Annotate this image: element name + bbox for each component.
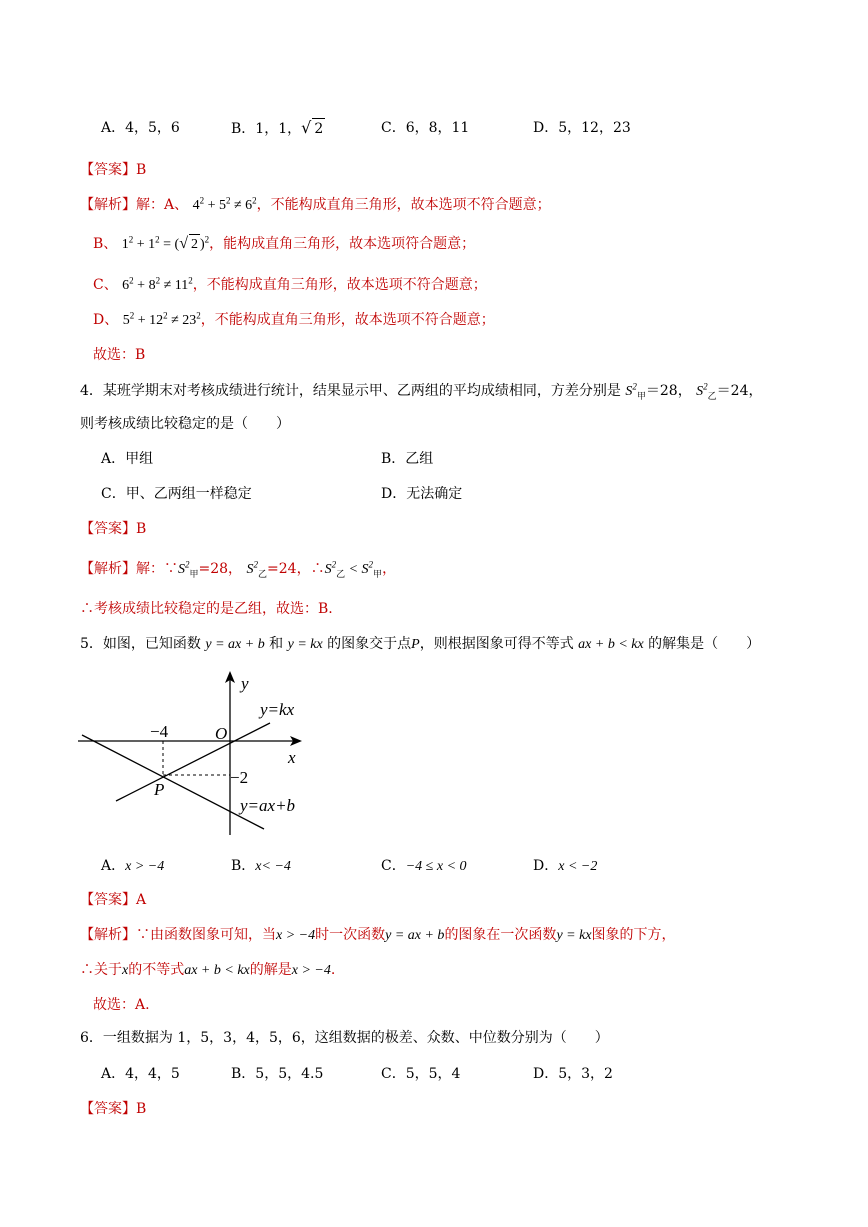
function-graph	[70, 667, 310, 842]
analysis-tag: 【解析】	[80, 927, 136, 943]
label-kx: y=kx	[260, 700, 295, 719]
analysis-tag: 【解析】	[80, 561, 136, 577]
q3-option-b: B．1，1，√ 2	[231, 118, 324, 137]
answer-tag: 【答案】	[80, 892, 136, 908]
q5-analysis-1: 【解析】∵由函数图象可知，当x > −4时一次函数y = ax + b的图象在一次函数y = kx图象的下方，	[80, 927, 676, 943]
q3-analysis-c	[93, 275, 487, 296]
answer-tag: 【答案】	[80, 521, 136, 537]
answer-value: A	[136, 892, 147, 908]
q6-option-c: C．5，5，4	[381, 1066, 461, 1082]
q3-option-d: D．5，12，23	[533, 120, 631, 136]
y-axis-label: y	[241, 674, 249, 693]
answer-tag: 【答案】	[80, 162, 136, 178]
variance-yi-value: ＝24，	[716, 383, 763, 399]
q3-option-b-prefix: B．1，1，	[231, 121, 302, 137]
q4-stem-line1	[80, 381, 763, 402]
func-1: y = ax + b	[205, 637, 265, 652]
q6-option-a: A．4，4，5	[101, 1066, 180, 1082]
q4-analysis-2: ∴考核成绩比较稳定的是乙组，故选：B.	[80, 601, 333, 617]
inequality: ax + b < kx	[578, 637, 644, 652]
formula-c: $6^2 + 8^2 \ne 11^2$	[122, 275, 193, 293]
q3-choose: 故选：B	[93, 347, 146, 363]
x-axis-label: x	[288, 748, 296, 767]
q5-stem-and: 和	[269, 636, 284, 652]
variance-jia-value: ＝28，	[645, 383, 692, 399]
formula-d: $5^2 + 12^2 \ne 23^2$	[122, 310, 201, 328]
q4-option-a: A．甲组	[101, 451, 154, 467]
q6-answer	[80, 1099, 146, 1119]
q4-option-d: D．无法确定	[381, 486, 463, 502]
q4-stem-line2: 则考核成绩比较稳定的是（ ）	[80, 416, 290, 432]
analysis-b-text: ，能构成直角三角形，故本选项符合题意；	[209, 236, 476, 252]
q5-choose: 故选：A.	[93, 997, 150, 1013]
answer-value: B	[136, 521, 147, 537]
q5-stem-end: 的解集是（ ）	[648, 636, 761, 652]
q6-option-d: D．5，3，2	[533, 1066, 613, 1082]
q3-answer	[80, 160, 146, 180]
q4-stem-text: 4．某班学期末对考核成绩进行统计，结果显示甲、乙两组的平均成绩相同，方差分别是	[80, 383, 621, 399]
q4-answer	[80, 519, 146, 539]
analysis-d-prefix: D、	[93, 312, 119, 328]
variance-compare: $S^2_乙 < S^2_甲$	[324, 559, 383, 579]
point-p-label: P	[411, 637, 420, 652]
func-2: y = kx	[287, 637, 323, 652]
q5-option-a: A．x > −4	[101, 858, 165, 874]
tick-neg4: −4	[150, 722, 169, 741]
q5-stem-mid: 的图象交于点	[327, 636, 412, 652]
analysis-b-prefix: B、	[93, 236, 118, 252]
origin-label: O	[215, 724, 228, 743]
analysis-mid1: =28，	[198, 561, 243, 577]
analysis-prefix: 解：∵	[136, 561, 178, 577]
q4-option-b: B．乙组	[381, 451, 434, 467]
q5-option-b: B．x< −4	[231, 858, 291, 874]
q3-option-c: C．6，8，11	[381, 120, 470, 136]
q4-option-c: C．甲、乙两组一样稳定	[101, 486, 252, 502]
q5-option-d: D．x < −2	[533, 858, 598, 874]
q3-option-a: A．4，5，6	[101, 120, 180, 136]
answer-value: B	[136, 162, 147, 178]
label-ax-plus-b: y=ax+b	[240, 796, 296, 815]
answer-tag: 【答案】	[80, 1101, 136, 1117]
line-kx	[116, 723, 270, 801]
q5-stem-mid2: ，则根据图象可得不等式	[419, 636, 574, 652]
q3-analysis-a	[80, 195, 551, 216]
analysis-a-text: ，不能构成直角三角形，故本选项不符合题意；	[256, 197, 551, 213]
formula-b: $1^2 + 1^2$ = (√ 2 )$^2$	[122, 237, 209, 252]
variance-yi-symbol: $S^2_乙$	[696, 381, 717, 401]
tick-neg2: −2	[230, 768, 249, 787]
analysis-d-text: ，不能构成直角三角形，故本选项不符合题意；	[200, 312, 495, 328]
q5-option-c: C．−4 ≤ x < 0	[381, 858, 467, 874]
analysis-a-prefix: 解：A、	[136, 197, 189, 213]
q6-option-b: B．5，5，4.5	[231, 1066, 324, 1082]
analysis-c-prefix: C、	[93, 277, 118, 293]
q3-option-b-radicand: 2	[312, 118, 325, 139]
analysis-mid2: =24，∴	[267, 561, 325, 577]
q5-answer	[80, 890, 146, 910]
q3-analysis-d	[93, 310, 495, 331]
q4-analysis-1: 【解析】解：$\because S^2_甲=28$， $S^2_乙=24$，$\therefore S^2_乙 < S^2_甲$，	[80, 559, 397, 579]
q5-stem-prefix: 5．如图，已知函数	[80, 636, 201, 652]
analysis-c-text: ，不能构成直角三角形，故本选项不符合题意；	[192, 277, 487, 293]
point-p: P	[154, 780, 165, 799]
q5-stem	[80, 634, 760, 655]
q6-stem: 6．一组数据为 1，5，3，4，5，6，这组数据的极差、众数、中位数分别为（ ）	[80, 1030, 609, 1046]
answer-value: B	[136, 1101, 147, 1117]
variance-jia-symbol: $S^2_甲$	[625, 381, 646, 401]
formula-a: $4^2 + 5^2 \ne 6^2$	[192, 195, 257, 213]
q3-analysis-b	[93, 234, 475, 255]
q5-analysis-2: ∴关于x的不等式ax + b < kx的解是x > −4.	[80, 962, 336, 978]
analysis-tag: 【解析】	[80, 197, 136, 213]
